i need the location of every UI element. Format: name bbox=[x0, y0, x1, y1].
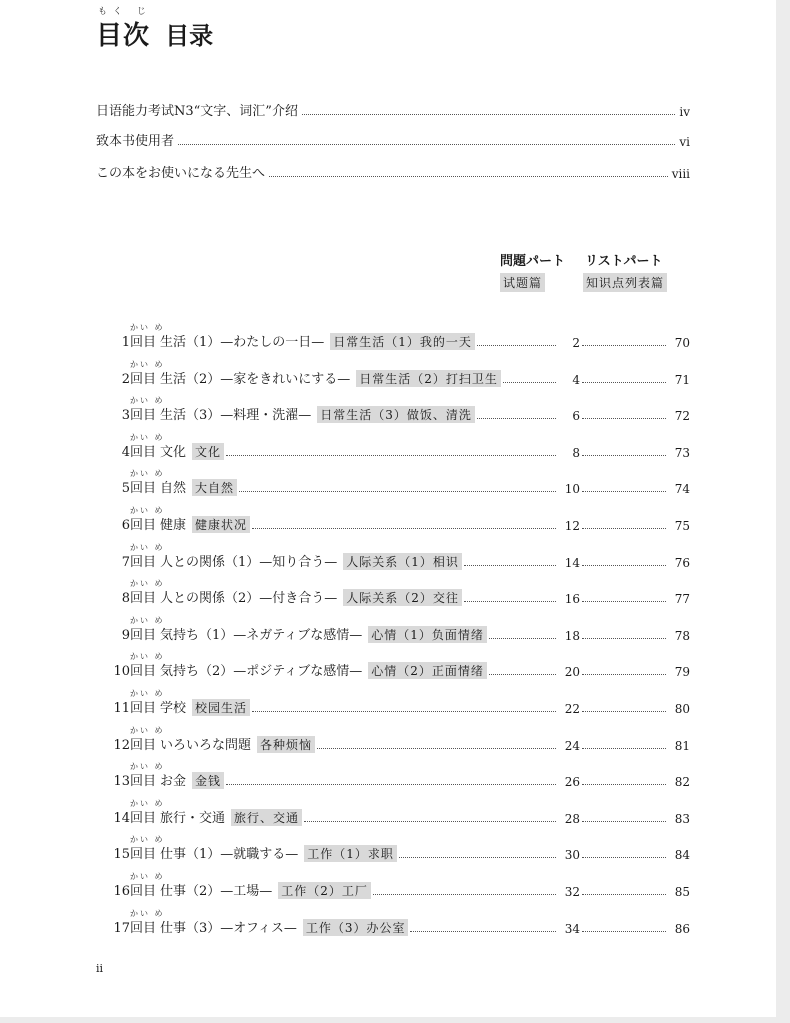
chapter-entry bbox=[160, 917, 690, 936]
list-page: 76 bbox=[674, 556, 690, 570]
kai-ruby: かい め bbox=[130, 835, 165, 844]
chapter-topic: 生活（2）—家をきれいにする— bbox=[160, 372, 351, 387]
chapter-number: 11 bbox=[113, 701, 130, 716]
question-page: 28 bbox=[564, 812, 580, 826]
dot-leader bbox=[317, 748, 556, 749]
chapter-entry bbox=[160, 734, 690, 753]
page-edge bbox=[776, 0, 790, 1023]
chapter-number: 3 bbox=[121, 408, 130, 423]
column-sub-list: 知识点列表篇 bbox=[583, 273, 667, 292]
kai-label: 回目 bbox=[130, 738, 157, 753]
dot-leader bbox=[464, 565, 556, 566]
kai-label: 回目 bbox=[130, 774, 157, 789]
chapter-topic: 旅行・交通 bbox=[160, 811, 226, 826]
chapter-number: 8 bbox=[121, 591, 130, 606]
dot-leader bbox=[252, 528, 556, 529]
chapter-entry bbox=[160, 514, 690, 533]
page-bottom-edge bbox=[0, 1017, 790, 1023]
kai-ruby: かい め bbox=[130, 799, 165, 808]
kai-label: 回目 bbox=[130, 884, 157, 899]
chapter-row[interactable] bbox=[90, 395, 690, 423]
chapter-row[interactable] bbox=[90, 834, 690, 862]
chapter-row[interactable] bbox=[90, 615, 690, 643]
chapter-topic: 仕事（3）—オフィス— bbox=[160, 921, 297, 936]
title-cn: 目录 bbox=[165, 22, 214, 50]
chapter-topic-cn: 心情（1）负面情绪 bbox=[368, 626, 487, 643]
dot-leader bbox=[304, 821, 556, 822]
question-page: 18 bbox=[564, 629, 580, 643]
dot-leader bbox=[582, 455, 666, 456]
chapter-topic-cn: 人际关系（1）相识 bbox=[343, 553, 462, 570]
question-page: 20 bbox=[564, 665, 580, 679]
column-header-list: リストパート bbox=[585, 254, 663, 269]
kai-ruby: かい め bbox=[130, 726, 165, 735]
kai-ruby: かい め bbox=[130, 762, 165, 771]
dot-leader bbox=[399, 857, 556, 858]
chapter-number: 1 bbox=[121, 335, 130, 350]
chapter-number: 4 bbox=[121, 445, 130, 460]
question-page: 30 bbox=[564, 848, 580, 862]
question-page: 24 bbox=[564, 739, 580, 753]
question-page: 4 bbox=[572, 373, 580, 387]
chapter-entry bbox=[160, 368, 690, 387]
chapter-number: 7 bbox=[121, 555, 130, 570]
dot-leader bbox=[464, 601, 556, 602]
kai-ruby: かい め bbox=[130, 433, 165, 442]
dot-leader bbox=[582, 821, 666, 822]
chapter-entry bbox=[160, 843, 690, 862]
chapter-row[interactable] bbox=[90, 542, 690, 570]
chapter-topic-cn: 金钱 bbox=[192, 772, 224, 789]
intro-item-page: viii bbox=[671, 167, 690, 181]
page-title bbox=[96, 4, 213, 52]
dot-leader bbox=[239, 491, 556, 492]
dot-leader bbox=[489, 674, 556, 675]
kai-label: 回目 bbox=[130, 481, 157, 496]
intro-item-text: この本をお使いになる先生へ bbox=[96, 166, 266, 181]
kai-label: 回目 bbox=[130, 408, 157, 423]
chapter-number: 9 bbox=[121, 628, 130, 643]
kai-label: 回目 bbox=[130, 847, 157, 862]
intro-item-page: iv bbox=[679, 105, 690, 119]
chapter-entry bbox=[160, 880, 690, 899]
kai-label: 回目 bbox=[130, 555, 157, 570]
chapter-row[interactable] bbox=[90, 798, 690, 826]
chapter-topic-cn: 工作（2）工厂 bbox=[278, 882, 371, 899]
dot-leader bbox=[582, 931, 666, 932]
chapter-number: 14 bbox=[113, 811, 130, 826]
question-page: 26 bbox=[564, 775, 580, 789]
kai-label: 回目 bbox=[130, 811, 157, 826]
dot-leader bbox=[582, 894, 666, 895]
dot-leader bbox=[582, 857, 666, 858]
chapter-topic-cn: 工作（1）求职 bbox=[304, 845, 397, 862]
question-page: 6 bbox=[572, 409, 580, 423]
chapter-row[interactable] bbox=[90, 761, 690, 789]
list-page: 84 bbox=[674, 848, 690, 862]
dot-leader bbox=[582, 528, 666, 529]
dot-leader bbox=[582, 784, 666, 785]
intro-item-text: 日语能力考试N3“文字、词汇”介绍 bbox=[96, 104, 298, 119]
kai-ruby: かい め bbox=[130, 360, 165, 369]
column-header-questions: 問題パート bbox=[500, 254, 566, 269]
chapter-topic-cn: 心情（2）正面情绪 bbox=[368, 662, 487, 679]
chapter-row[interactable] bbox=[90, 871, 690, 899]
chapter-entry bbox=[160, 807, 690, 826]
chapter-topic-cn: 人际关系（2）交往 bbox=[343, 589, 462, 606]
list-page: 70 bbox=[674, 336, 690, 350]
chapter-topic: 生活（3）—料理・洗濯— bbox=[160, 408, 312, 423]
list-page: 73 bbox=[674, 446, 690, 460]
chapter-number: 5 bbox=[121, 481, 130, 496]
chapter-topic-cn: 大自然 bbox=[192, 479, 237, 496]
dot-leader bbox=[582, 345, 666, 346]
kai-label: 回目 bbox=[130, 664, 157, 679]
list-page: 79 bbox=[674, 665, 690, 679]
intro-item[interactable] bbox=[96, 162, 690, 181]
chapter-topic-cn: 工作（3）办公室 bbox=[303, 919, 409, 936]
title-main: 目次 bbox=[96, 21, 151, 51]
kai-ruby: かい め bbox=[130, 506, 165, 515]
chapter-row[interactable] bbox=[90, 322, 690, 350]
dot-leader bbox=[302, 114, 675, 115]
dot-leader bbox=[269, 176, 668, 177]
dot-leader bbox=[477, 418, 556, 419]
kai-label: 回目 bbox=[130, 445, 157, 460]
list-page: 80 bbox=[674, 702, 690, 716]
list-page: 83 bbox=[674, 812, 690, 826]
chapter-row[interactable] bbox=[90, 688, 690, 716]
list-page: 72 bbox=[674, 409, 690, 423]
chapter-topic-cn: 日常生活（3）做饭、清洗 bbox=[317, 406, 475, 423]
dot-leader bbox=[582, 491, 666, 492]
chapter-row[interactable] bbox=[90, 468, 690, 496]
chapter-topic-cn: 日常生活（1）我的一天 bbox=[330, 333, 475, 350]
chapter-row[interactable] bbox=[90, 908, 690, 936]
chapter-entry bbox=[160, 404, 690, 423]
question-page: 2 bbox=[572, 336, 580, 350]
dot-leader bbox=[477, 345, 556, 346]
question-page: 22 bbox=[564, 702, 580, 716]
dot-leader bbox=[503, 382, 556, 383]
dot-leader bbox=[582, 638, 666, 639]
chapter-topic: 気持ち（1）—ネガティブな感情— bbox=[160, 628, 363, 643]
chapter-topic: 仕事（2）—工場— bbox=[160, 884, 273, 899]
list-page: 81 bbox=[674, 739, 690, 753]
chapter-topic: 健康 bbox=[160, 518, 187, 533]
kai-ruby: かい め bbox=[130, 396, 165, 405]
chapter-entry bbox=[160, 477, 690, 496]
kai-label: 回目 bbox=[130, 921, 157, 936]
question-page: 34 bbox=[564, 922, 580, 936]
dot-leader bbox=[582, 601, 666, 602]
chapter-topic: お金 bbox=[160, 774, 187, 789]
list-page: 86 bbox=[674, 922, 690, 936]
chapter-topic: 人との関係（1）—知り合う— bbox=[160, 555, 338, 570]
dot-leader bbox=[410, 931, 556, 932]
kai-ruby: かい め bbox=[130, 909, 165, 918]
kai-ruby: かい め bbox=[130, 323, 165, 332]
dot-leader bbox=[373, 894, 556, 895]
chapter-entry bbox=[160, 660, 690, 679]
list-page: 82 bbox=[674, 775, 690, 789]
chapter-number: 6 bbox=[121, 518, 130, 533]
dot-leader bbox=[582, 565, 666, 566]
chapter-topic: 気持ち（2）—ポジティブな感情— bbox=[160, 664, 363, 679]
chapter-row[interactable] bbox=[90, 651, 690, 679]
chapter-topic: 仕事（1）—就職する— bbox=[160, 847, 299, 862]
list-page: 85 bbox=[674, 885, 690, 899]
chapter-topic: 学校 bbox=[160, 701, 187, 716]
page-number: ii bbox=[96, 962, 104, 975]
dot-leader bbox=[582, 748, 666, 749]
kai-ruby: かい め bbox=[130, 652, 165, 661]
chapter-entry bbox=[160, 770, 690, 789]
dot-leader bbox=[489, 638, 556, 639]
kai-label: 回目 bbox=[130, 628, 157, 643]
chapter-row[interactable] bbox=[90, 725, 690, 753]
chapter-row[interactable] bbox=[90, 359, 690, 387]
chapter-topic: 自然 bbox=[160, 481, 187, 496]
intro-item[interactable] bbox=[96, 100, 690, 119]
kai-label: 回目 bbox=[130, 701, 157, 716]
intro-item-page: vi bbox=[679, 135, 690, 149]
chapter-topic: 人との関係（2）—付き合う— bbox=[160, 591, 338, 606]
dot-leader bbox=[226, 784, 556, 785]
kai-label: 回目 bbox=[130, 372, 157, 387]
chapter-topic: 生活（1）—わたしの一日— bbox=[160, 335, 325, 350]
dot-leader bbox=[178, 144, 675, 145]
chapter-entry bbox=[160, 587, 690, 606]
question-page: 8 bbox=[572, 446, 580, 460]
list-page: 71 bbox=[674, 373, 690, 387]
chapter-topic: いろいろな問題 bbox=[160, 738, 252, 753]
chapter-entry bbox=[160, 441, 690, 460]
chapter-number: 17 bbox=[113, 921, 130, 936]
kai-ruby: かい め bbox=[130, 872, 165, 881]
question-page: 14 bbox=[564, 556, 580, 570]
kai-ruby: かい め bbox=[130, 543, 165, 552]
chapter-entry bbox=[160, 331, 690, 350]
question-page: 12 bbox=[564, 519, 580, 533]
dot-leader bbox=[582, 418, 666, 419]
kai-label: 回目 bbox=[130, 518, 157, 533]
chapter-number: 15 bbox=[113, 847, 130, 862]
intro-item-text: 致本书使用者 bbox=[96, 134, 175, 149]
dot-leader bbox=[252, 711, 556, 712]
list-page: 78 bbox=[674, 629, 690, 643]
list-page: 74 bbox=[674, 482, 690, 496]
dot-leader bbox=[582, 674, 666, 675]
column-sub-questions: 试题篇 bbox=[500, 273, 545, 292]
kai-label: 回目 bbox=[130, 591, 157, 606]
chapter-topic: 文化 bbox=[160, 445, 187, 460]
question-page: 10 bbox=[564, 482, 580, 496]
chapter-topic-cn: 各种烦恼 bbox=[257, 736, 315, 753]
kai-label: 回目 bbox=[130, 335, 157, 350]
chapter-row[interactable] bbox=[90, 505, 690, 533]
chapter-row[interactable] bbox=[90, 578, 690, 606]
chapter-row[interactable] bbox=[90, 432, 690, 460]
question-page: 32 bbox=[564, 885, 580, 899]
chapter-number: 10 bbox=[113, 664, 130, 679]
dot-leader bbox=[226, 455, 556, 456]
chapter-topic-cn: 旅行、交通 bbox=[231, 809, 302, 826]
chapter-topic-cn: 日常生活（2）打扫卫生 bbox=[356, 370, 501, 387]
intro-item[interactable] bbox=[96, 130, 690, 149]
chapter-topic-cn: 健康状况 bbox=[192, 516, 250, 533]
question-page: 16 bbox=[564, 592, 580, 606]
chapter-entry bbox=[160, 624, 690, 643]
title-ruby: もく じ bbox=[98, 7, 152, 17]
chapter-number: 16 bbox=[113, 884, 130, 899]
chapter-topic-cn: 文化 bbox=[192, 443, 224, 460]
dot-leader bbox=[582, 382, 666, 383]
list-page: 77 bbox=[674, 592, 690, 606]
list-page: 75 bbox=[674, 519, 690, 533]
chapter-entry bbox=[160, 697, 690, 716]
kai-ruby: かい め bbox=[130, 689, 165, 698]
kai-ruby: かい め bbox=[130, 616, 165, 625]
dot-leader bbox=[582, 711, 666, 712]
chapter-topic-cn: 校园生活 bbox=[192, 699, 250, 716]
chapter-number: 13 bbox=[113, 774, 130, 789]
chapter-entry bbox=[160, 551, 690, 570]
kai-ruby: かい め bbox=[130, 579, 165, 588]
chapter-number: 2 bbox=[121, 372, 130, 387]
kai-ruby: かい め bbox=[130, 469, 165, 478]
chapter-number: 12 bbox=[113, 738, 130, 753]
